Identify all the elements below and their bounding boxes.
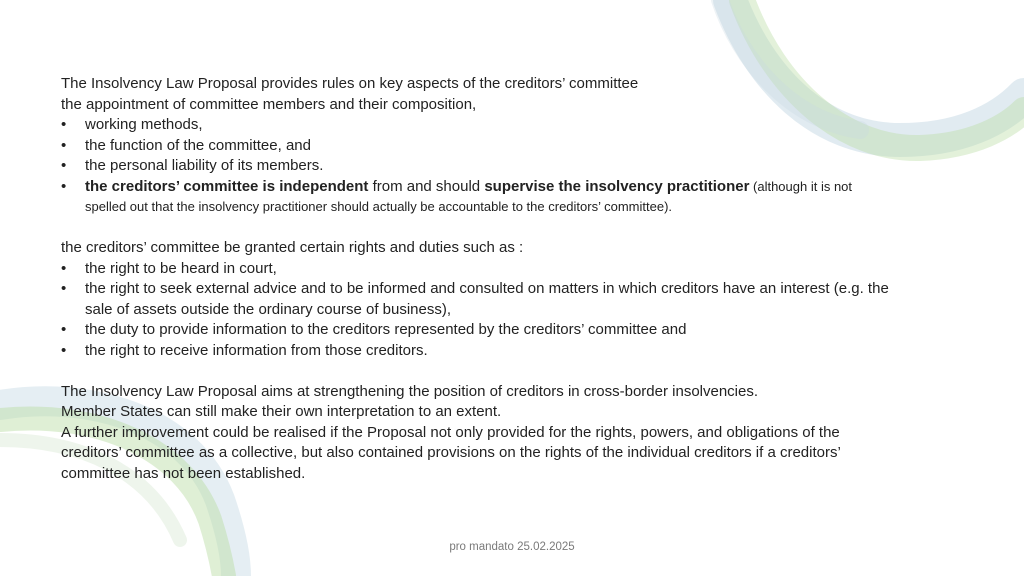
list-item: • the right to receive information from those creditors. [61,341,891,362]
list-item: • the function of the committee, and [61,136,891,157]
bullet-icon: • [61,157,67,174]
section1-heading: The Insolvency Law Proposal provides rules on key aspects of the creditors’ committee [61,75,639,92]
section1-bullet-list [61,115,891,218]
list-item: • the right to be heard in court, [61,259,891,280]
section3-paragraph: The Insolvency Law Proposal aims at strengthening the position of creditors in cross-border insolvencies. [61,382,759,400]
list-item: • the personal liability of its members. [61,156,891,177]
slide-body [61,74,891,484]
list-item: • the duty to provide information to the creditors represented by the creditors’ committee and [61,320,891,341]
section2-bullet-list [61,259,891,362]
bullet-icon: • [61,116,67,133]
bullet-icon: • [61,280,67,297]
footer-text: pro mandato 25.02.2025 [449,541,575,553]
section1-subheading: the appointment of committee members and their composition, [61,95,477,113]
bullet-icon: • [61,259,67,277]
section3-paragraph: Member States can still make their own interpretation to an extent. [61,403,502,420]
bold-phrase-independent: the creditors’ committee is independent [85,177,369,195]
bold-phrase-supervise: supervise the insolvency practitioner [484,177,750,195]
bullet-icon: • [61,136,67,154]
list-item: • working methods, [61,115,891,136]
bullet-icon: • [61,177,67,195]
section2-heading: the creditors’ committee be granted certain rights and duties such as : [61,239,524,256]
list-item: • the right to seek external advice and to be informed and consulted on matters in which creditors have an interest (e.g. the sale of assets outside the ordinary course of business), [61,280,889,318]
bullet-icon: • [61,341,67,359]
bullet-icon: • [61,321,67,338]
section3-paragraph: A further improvement could be realised if the Proposal not only provided for the rights, powers, and obligations of the creditors’ committee as a collective, but also contained provisions on the rights of the individual creditors if a creditors’ committee has not been established. [61,423,841,482]
list-item-independence: • the creditors’ committee is independent from and should supervise the insolvency practitioner (although it is not spelled out that the insolvency practitioner should actually be accountable to the creditors’ committee). [61,177,853,214]
parenthetical-note: (although it is not spelled out that the insolvency practitioner should actually be accountable to the creditors’ committee). [85,178,853,214]
